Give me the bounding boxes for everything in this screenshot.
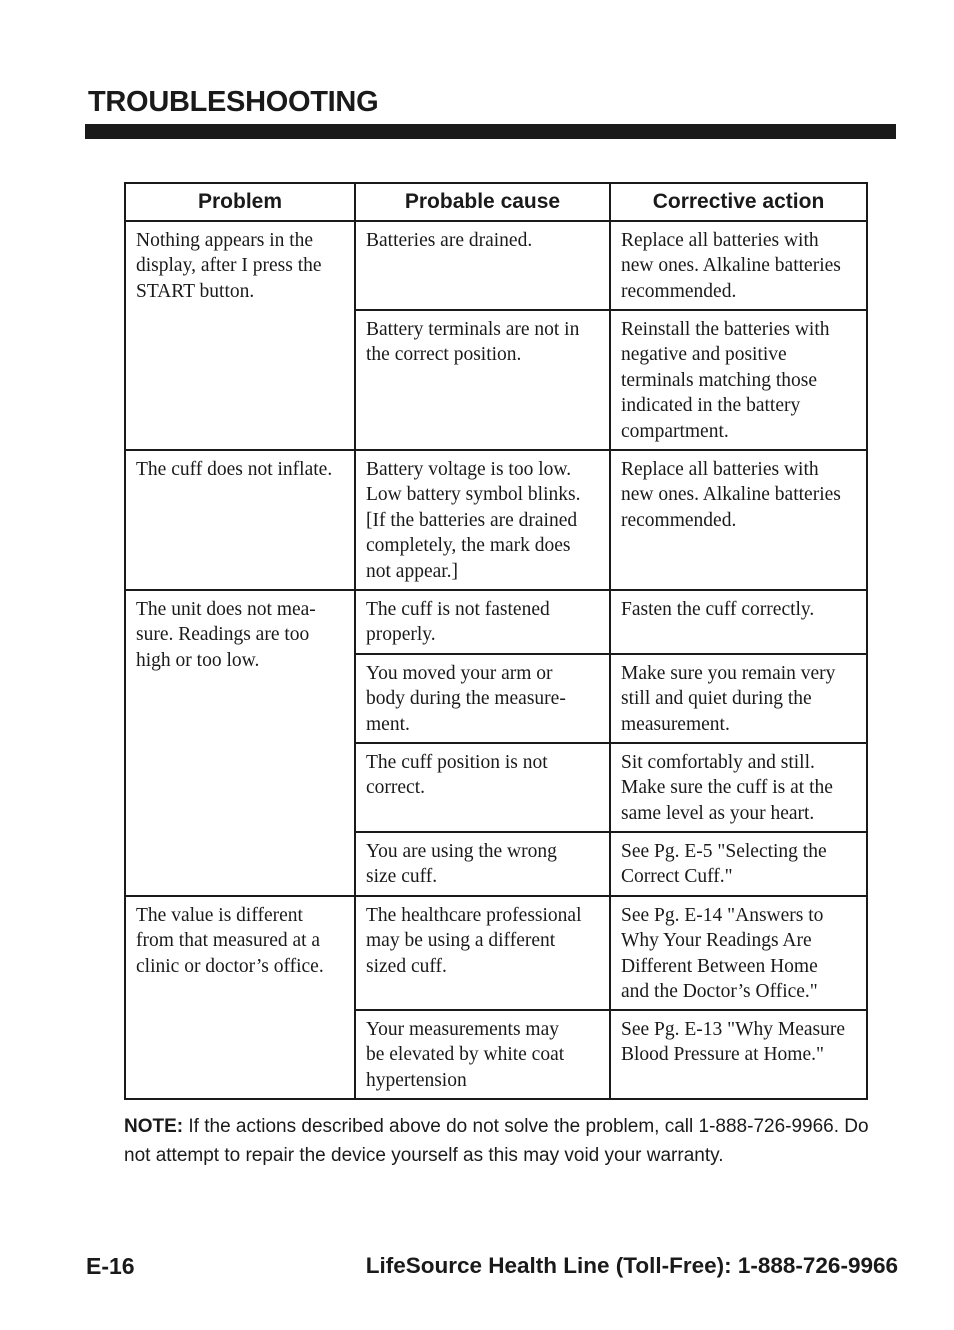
action-cell (610, 310, 867, 450)
cause-text: Your measurements may be elevated by white coat hypertension (366, 1019, 565, 1091)
action-cell (610, 590, 867, 654)
action-cell (610, 896, 867, 1010)
problem-cell (125, 590, 355, 896)
cause-cell (355, 450, 610, 590)
cause-cell (355, 743, 610, 832)
cause-cell (355, 221, 610, 310)
action-text: See Pg. E-14 "Answers to Why Your Readings Are Different Between Home and the Doctor’s Office." (621, 905, 824, 1003)
action-text: Replace all batteries with new ones. Alkaline batteries recommended. (621, 459, 841, 531)
action-text: Sit comfortably and still. Make sure the cuff is at the same level as your heart. (621, 752, 833, 824)
action-text: Make sure you remain very still and quiet during the measurement. (621, 663, 836, 735)
table-row (125, 590, 867, 654)
problem-cell (125, 450, 355, 590)
problem-text: The cuff does not inflate. (136, 459, 333, 480)
cause-cell (355, 310, 610, 450)
page-title: TROUBLESHOOTING (88, 86, 379, 118)
action-text: See Pg. E-5 "Selecting the Correct Cuff." (621, 841, 827, 888)
cause-text: Battery voltage is too low. Low battery symbol blinks. [If the batteries are drained completely, the mark does not appear.] (366, 459, 581, 582)
table-row (125, 450, 867, 590)
note-paragraph (124, 1113, 884, 1170)
action-cell (610, 654, 867, 743)
action-cell (610, 1010, 867, 1099)
problem-text: The unit does not mea- sure. Readings are too high or too low. (136, 599, 316, 671)
table-header-row (125, 183, 867, 221)
cause-cell (355, 654, 610, 743)
cause-cell (355, 1010, 610, 1099)
action-cell (610, 450, 867, 590)
page-number: E-16 (86, 1253, 135, 1279)
troubleshooting-table (124, 182, 868, 1100)
problem-cell (125, 896, 355, 1099)
note-text: If the actions described above do not solve the problem, call 1-888-726-9966. Do not attempt to repair the device yourself as this may void your warranty. (124, 1116, 869, 1166)
cause-text: Batteries are drained. (366, 230, 533, 251)
action-cell (610, 743, 867, 832)
column-header-problem: Problem (125, 183, 355, 221)
column-header-corrective-action: Corrective action (610, 183, 867, 221)
column-header-probable-cause: Probable cause (355, 183, 610, 221)
action-text: See Pg. E-13 "Why Measure Blood Pressure at Home." (621, 1019, 846, 1066)
note-label: NOTE: (124, 1116, 184, 1137)
cause-text: You moved your arm or body during the measure- ment. (366, 663, 566, 735)
cause-text: Battery terminals are not in the correct position. (366, 319, 580, 366)
action-cell (610, 832, 867, 896)
action-cell (610, 221, 867, 310)
table-row (125, 221, 867, 310)
cause-cell (355, 896, 610, 1010)
problem-cell (125, 221, 355, 450)
table-row (125, 896, 867, 1010)
problem-text: The value is different from that measured at a clinic or doctor’s office. (136, 905, 324, 977)
title-underline-bar (85, 124, 896, 139)
action-text: Replace all batteries with new ones. Alkaline batteries recommended. (621, 230, 841, 302)
cause-text: You are using the wrong size cuff. (366, 841, 557, 888)
action-text: Reinstall the batteries with negative and positive terminals matching those indicated in the battery compartment. (621, 319, 830, 442)
cause-cell (355, 590, 610, 654)
action-text: Fasten the cuff correctly. (621, 599, 815, 620)
cause-cell (355, 832, 610, 896)
cause-text: The cuff is not fastened properly. (366, 599, 550, 646)
cause-text: The healthcare professional may be using a different sized cuff. (366, 905, 582, 977)
helpline-footer: LifeSource Health Line (Toll-Free): 1-888-726-9966 (365, 1253, 898, 1278)
problem-text: Nothing appears in the display, after I press the START button. (136, 230, 322, 302)
cause-text: The cuff position is not correct. (366, 752, 548, 799)
